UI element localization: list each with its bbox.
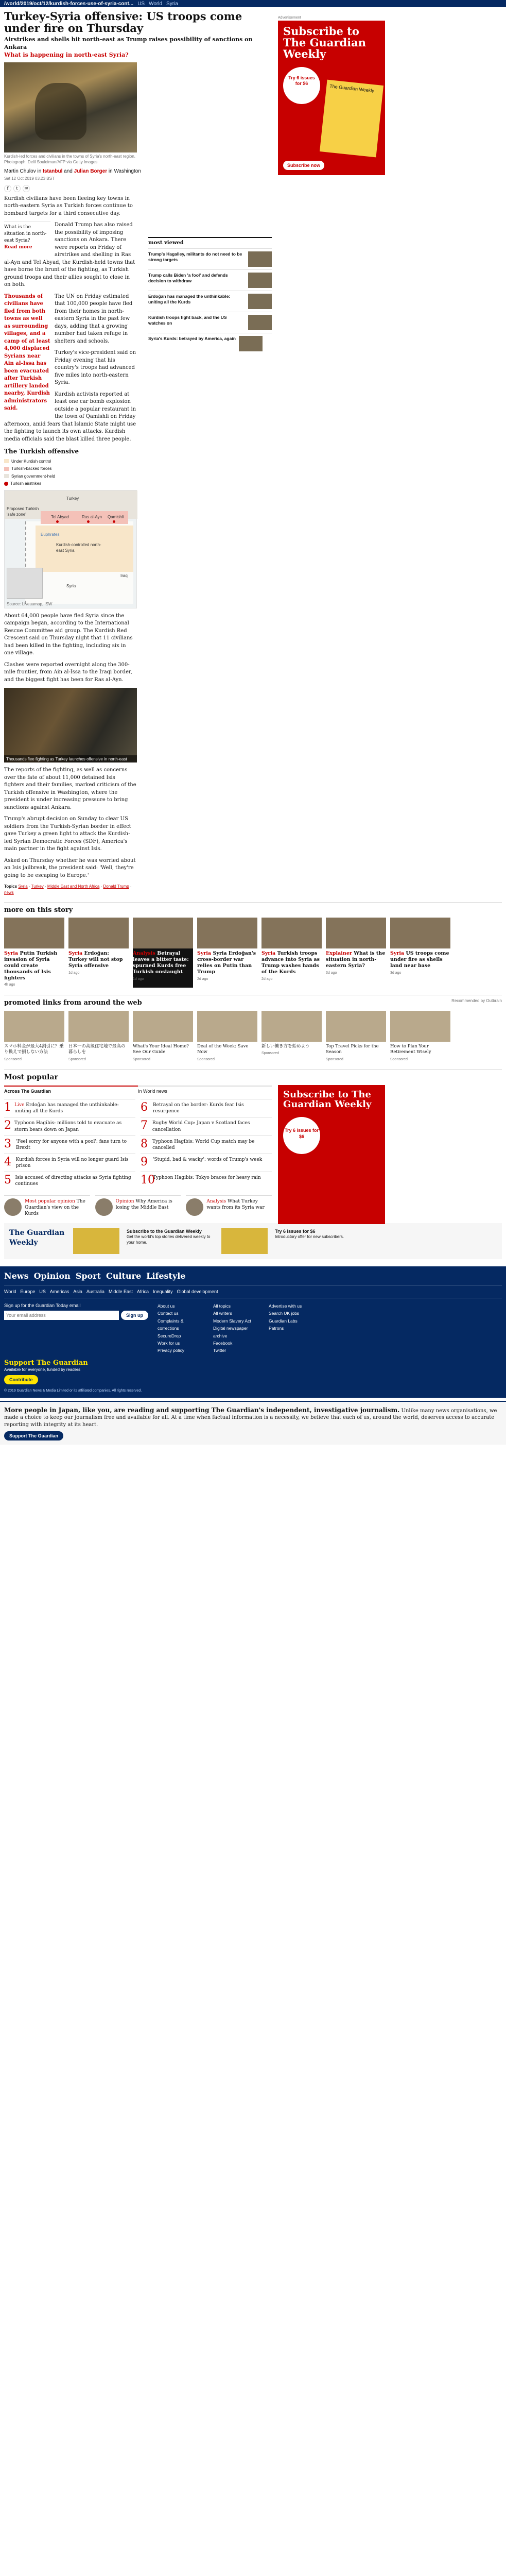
card-image bbox=[68, 1011, 129, 1042]
promoted-card[interactable] bbox=[390, 1011, 450, 1062]
item-kicker: Live bbox=[14, 1103, 25, 1108]
most-viewed-item[interactable] bbox=[148, 312, 272, 333]
item-kicker: Analysis bbox=[206, 1198, 226, 1204]
byline-author[interactable]: Julian Borger bbox=[74, 168, 108, 175]
item-title: The Guardian's view on the Kurds bbox=[25, 1198, 85, 1216]
more-on-title: more on this story bbox=[4, 906, 73, 914]
footer-nav-news[interactable]: News bbox=[4, 1271, 29, 1281]
promo-image bbox=[73, 1228, 119, 1254]
edition-link[interactable]: Asia bbox=[73, 1289, 82, 1294]
paragraph: Donald Trump has also raised the possibility of imposing sanctions on Ankara. There were reports on Friday of airstrikes and shelling in Ras al-Ayn and Tel Abyad, the Kurdish-held towns that have borne the brunt of the fighting, as Turkish ground troops and their allies sought to close in on both. bbox=[4, 222, 135, 288]
item-title: Erdoğan has managed the unthinkable: uniting all the Kurds bbox=[14, 1103, 119, 1114]
map-label: Iraq bbox=[120, 573, 128, 578]
promo-item[interactable] bbox=[275, 1228, 362, 1254]
most-popular-item[interactable] bbox=[4, 1136, 135, 1154]
legend-label: Turkish-backed forces bbox=[11, 466, 52, 471]
edition-link[interactable]: Americas bbox=[49, 1289, 69, 1294]
offensive-map bbox=[4, 490, 137, 608]
aside-link[interactable]: Read more bbox=[4, 245, 32, 250]
card-title: Putin Turkish invasion of Syria could create thousands of Isis fighters bbox=[4, 951, 58, 981]
right-column bbox=[148, 10, 272, 354]
footer-col bbox=[269, 1302, 315, 1354]
item-title: Why America is losing the Middle East bbox=[115, 1198, 172, 1210]
footer-main bbox=[4, 1298, 502, 1354]
item-title: 'Feel sorry for anyone with a pool': fans turn to Brexit bbox=[16, 1139, 127, 1150]
hero-image bbox=[4, 62, 137, 152]
promoted-cards bbox=[4, 1011, 502, 1062]
legend-item bbox=[4, 481, 137, 487]
promo-text: Get the world's top stories delivered weekly to your home. bbox=[127, 1234, 211, 1245]
map-label: Kurdish-controlled north-east Syria bbox=[56, 542, 101, 553]
promoted-card[interactable] bbox=[68, 1011, 129, 1062]
edition-link[interactable]: US bbox=[39, 1289, 46, 1294]
card-image bbox=[4, 918, 64, 948]
map-label: Ras al-Ayn bbox=[82, 514, 102, 519]
more-on-this-story bbox=[0, 902, 506, 1259]
card-time: 3d ago bbox=[326, 971, 337, 975]
paragraph: The UN on Friday estimated that 100,000 people have fled from their homes in north-eastern Syria in the past few days, adding that a growing number had taken refuge in shelters and schools. bbox=[55, 293, 133, 344]
card-image bbox=[261, 1011, 322, 1042]
opinion-item[interactable] bbox=[186, 1195, 272, 1217]
card-image bbox=[197, 1011, 257, 1042]
footer-nav-lifestyle[interactable]: Lifestyle bbox=[146, 1271, 186, 1281]
article-body bbox=[4, 195, 137, 896]
card-kicker: Syria bbox=[197, 951, 212, 957]
card-image bbox=[4, 1011, 64, 1042]
most-popular-item[interactable] bbox=[4, 1099, 135, 1117]
story-card[interactable] bbox=[68, 918, 129, 988]
footer-link[interactable]: Work for us bbox=[158, 1340, 180, 1346]
avatar bbox=[4, 1198, 22, 1216]
opinion-row bbox=[4, 1195, 272, 1217]
card-image bbox=[133, 918, 193, 948]
banner-text: Unlike many news organisations, we made a choice to keep our journalism free and available for all. At a time when factual information is a necessity, we believe that each of us, around the world, deserves access to accurate reporting with integrity at its heart. bbox=[4, 1408, 497, 1428]
most-viewed-text: Erdoğan has managed the unthinkable: uniting all the Kurds bbox=[148, 293, 231, 304]
subscribe-ad[interactable] bbox=[278, 16, 385, 175]
promoted-links bbox=[4, 995, 502, 1062]
airstrike-marker bbox=[87, 520, 90, 523]
card-kicker: Syria bbox=[390, 951, 405, 957]
avatar bbox=[186, 1198, 203, 1216]
most-viewed-item[interactable] bbox=[148, 333, 272, 354]
promoted-card[interactable] bbox=[261, 1011, 322, 1062]
item-title: 'Stupid, bad & wacky': words of Trump's week bbox=[153, 1157, 263, 1163]
twitter-icon[interactable]: t bbox=[13, 185, 21, 192]
most-popular-item[interactable] bbox=[141, 1154, 272, 1172]
story-card[interactable] bbox=[4, 918, 64, 988]
map-label: Proposed Turkish 'safe zone' bbox=[7, 506, 39, 517]
thumbnail bbox=[248, 315, 272, 330]
footer-nav bbox=[4, 1270, 502, 1285]
footer-link[interactable]: Guardian Labs bbox=[269, 1318, 298, 1324]
card-title: Top Travel Picks for the Season bbox=[326, 1043, 379, 1055]
footer-link[interactable]: Modern Slavery Act bbox=[213, 1318, 251, 1324]
byline-and: and bbox=[64, 168, 73, 175]
most-popular-item[interactable] bbox=[141, 1099, 272, 1117]
promoted-title: promoted links from around the web bbox=[4, 999, 142, 1007]
thumbnail bbox=[248, 273, 272, 288]
byline-city[interactable]: Istanbul bbox=[43, 168, 63, 175]
footer-link[interactable]: Contact us bbox=[158, 1311, 179, 1316]
footer-link[interactable]: Search UK jobs bbox=[269, 1311, 300, 1316]
most-popular bbox=[4, 1069, 502, 1217]
hero-caption: Kurdish-led forces and civilians in the towns of Syria's north-east region. Photograph: Delil Souleiman/AFP via Getty Images bbox=[4, 154, 135, 164]
most-viewed-item[interactable] bbox=[148, 269, 272, 291]
rank-number: 6 bbox=[141, 1101, 148, 1114]
rank-number: 3 bbox=[4, 1137, 11, 1150]
airstrike-marker bbox=[113, 520, 115, 523]
standfirst-link[interactable]: What is happening in north-east Syria? bbox=[4, 51, 129, 58]
edition-link[interactable]: Africa bbox=[136, 1289, 149, 1294]
legend-swatch bbox=[4, 467, 9, 471]
legend-label: Turkish airstrikes bbox=[10, 481, 42, 486]
promo-item[interactable] bbox=[127, 1228, 214, 1254]
card-source: Sponsored bbox=[68, 1057, 86, 1061]
copyright: © 2019 Guardian News & Media Limited or its affiliated companies. All rights reserved. bbox=[4, 1389, 142, 1393]
story-card[interactable] bbox=[133, 918, 193, 988]
video-player[interactable] bbox=[4, 688, 137, 768]
tab-world-news[interactable]: In World news bbox=[138, 1086, 272, 1096]
card-image bbox=[133, 1011, 193, 1042]
card-source: Sponsored bbox=[197, 1057, 215, 1061]
paragraph: Turkey's vice-president said on Friday evening that his country's troops had advanced five miles into north-eastern Syria. bbox=[55, 350, 136, 386]
footer-nav-opinion[interactable]: Opinion bbox=[33, 1271, 71, 1281]
item-title: Rugby World Cup: Japan v Scotland faces cancellation bbox=[152, 1121, 250, 1132]
tag-link[interactable]: Syria bbox=[18, 884, 28, 889]
opinion-item[interactable] bbox=[4, 1195, 90, 1217]
edition-link[interactable]: World bbox=[4, 1289, 16, 1294]
item-title: Typhoon Hagibis: millions told to evacuate as storm bears down on Japan bbox=[14, 1121, 122, 1132]
thumbnail bbox=[248, 251, 272, 267]
card-kicker: Syria bbox=[4, 951, 19, 957]
support-banner bbox=[0, 1401, 506, 1445]
email-input[interactable] bbox=[4, 1311, 119, 1320]
card-time: 3d ago bbox=[390, 971, 402, 975]
aside-title: What is the situation in north-east Syria? bbox=[4, 225, 47, 244]
guardian-weekly-logo: The Guardian Weekly bbox=[9, 1229, 65, 1247]
map-label: Tel Abyad bbox=[51, 514, 69, 519]
footer-nav-culture[interactable]: Culture bbox=[106, 1271, 142, 1281]
most-popular-item[interactable] bbox=[4, 1117, 135, 1135]
rank-number: 7 bbox=[141, 1119, 148, 1132]
legend-item bbox=[4, 459, 137, 465]
footer-link[interactable]: All topics bbox=[213, 1303, 231, 1309]
promo-text: Introductory offer for new subscribers. bbox=[275, 1234, 344, 1240]
item-title: Isis accused of directing attacks as Syria fighting continues bbox=[15, 1175, 131, 1187]
email-signup bbox=[4, 1302, 148, 1354]
paragraph: The reports of the fighting, as well as concerns over the fate of about 11,000 detained Isis fighters and their families, marked criticism of the Turkish offensive in Washington, where the president is under increasing pressure to bring sanctions against Ankara. bbox=[4, 767, 136, 810]
support-subtitle: Available for everyone, funded by readers bbox=[4, 1367, 80, 1372]
promo-title: Try 6 issues for $6 bbox=[275, 1229, 316, 1234]
legend-swatch bbox=[4, 474, 9, 478]
most-popular-item[interactable] bbox=[141, 1172, 272, 1190]
opinion-item[interactable] bbox=[95, 1195, 181, 1217]
rank-number: 8 bbox=[141, 1137, 148, 1150]
crumb[interactable]: World bbox=[149, 1, 163, 7]
email-icon[interactable]: ✉ bbox=[23, 185, 30, 192]
most-popular-tabs bbox=[4, 1086, 272, 1096]
edition-link[interactable]: Middle East bbox=[108, 1289, 133, 1294]
topics-label: Topics bbox=[4, 884, 18, 889]
card-kicker: Explainer bbox=[326, 951, 352, 957]
crumb[interactable]: Syria bbox=[166, 1, 178, 7]
ad-cta-button[interactable]: Subscribe now bbox=[283, 161, 324, 170]
ad-headline: Subscribe to The Guardian Weekly bbox=[283, 25, 366, 61]
map-inset bbox=[7, 568, 43, 599]
footer-link[interactable]: All writers bbox=[213, 1311, 232, 1316]
paragraph: About 64,000 people have fled Syria since the campaign began, according to the International Rescue Committee aid group. The Kurdish Red Crescent said on Thursday night that 11 civilians had been killed in the fighting, including six in one village. bbox=[4, 613, 133, 656]
map-label: Turkey bbox=[66, 496, 79, 501]
most-viewed-item[interactable] bbox=[148, 248, 272, 269]
tag-link[interactable]: news bbox=[4, 890, 14, 895]
promo-title: Subscribe to the Guardian Weekly bbox=[127, 1229, 202, 1234]
card-kicker: Syria bbox=[261, 951, 276, 957]
most-popular-list bbox=[4, 1099, 272, 1190]
card-title: 日本一の高級住宅地で最高の暮らしを bbox=[68, 1043, 126, 1055]
most-viewed-text: Trump's Hagalley, militants do not need to be strong targets bbox=[148, 251, 242, 262]
top-bar bbox=[0, 0, 506, 7]
legend-swatch bbox=[4, 482, 8, 486]
promoted-card[interactable] bbox=[133, 1011, 193, 1062]
story-card[interactable] bbox=[390, 918, 450, 988]
paragraph: Trump's abrupt decision on Sunday to clear US soldiers from the Turkish-Syrian border in effect gave Turkey a green light to attack the Kurdish-led Syrian Democratic Forces (SDF), America's main partner in the fight against Isis. bbox=[4, 816, 131, 852]
aside-box[interactable] bbox=[4, 222, 50, 251]
footer-link[interactable]: SecureDrop bbox=[158, 1333, 181, 1338]
footer-link[interactable]: About us bbox=[158, 1303, 175, 1309]
ad-column bbox=[278, 16, 385, 175]
card-source: Sponsored bbox=[390, 1057, 408, 1061]
story-card[interactable] bbox=[197, 918, 257, 988]
most-viewed-text: Trump calls Biden 'a fool' and defends decision to withdraw bbox=[148, 272, 228, 283]
legend-item bbox=[4, 466, 137, 472]
url-path: /world/2019/oct/12/kurdish-forces-use-of-syria-cont... bbox=[4, 1, 134, 7]
legend-item bbox=[4, 473, 137, 480]
story-card[interactable] bbox=[326, 918, 386, 988]
map-label: Euphrates bbox=[41, 532, 60, 537]
paragraph: Kurdish civilians have been fleeing key towns in north-eastern Syria as Turkish forces continue to bombard targets for a third consecutive day. bbox=[4, 195, 133, 216]
card-title: What is the situation in north-eastern Syria? bbox=[326, 951, 386, 969]
legend-label: Syrian government-held bbox=[11, 473, 55, 479]
map-source: Source: Liveuamap, ISW bbox=[7, 601, 53, 606]
story-cards bbox=[4, 918, 502, 988]
dateline: Sat 12 Oct 2019 03.23 BST bbox=[4, 176, 55, 181]
item-title: Typhoon Hagibis: World Cup match may be cancelled bbox=[152, 1139, 255, 1150]
most-viewed-title: most viewed bbox=[148, 240, 184, 246]
outbrain-label[interactable]: Recommended by Outbrain bbox=[451, 998, 502, 1004]
edition-link[interactable]: Inequality bbox=[152, 1289, 173, 1294]
card-time: 4h ago bbox=[4, 983, 15, 987]
item-title: Kurdish forces in Syria will no longer guard Isis prison bbox=[15, 1157, 129, 1169]
map-label: Syria bbox=[66, 583, 76, 588]
footer-link[interactable]: Advertise with us bbox=[269, 1303, 302, 1309]
rank-number: 4 bbox=[4, 1156, 11, 1169]
footer-link[interactable]: Patrons bbox=[269, 1326, 284, 1331]
card-image bbox=[390, 1011, 450, 1042]
card-title: Deal of the Week: Save Now bbox=[197, 1043, 249, 1055]
section-heading: The Turkish offensive bbox=[4, 448, 79, 455]
footer-link[interactable]: Facebook bbox=[213, 1340, 233, 1346]
contribute-button[interactable]: Contribute bbox=[4, 1375, 38, 1384]
most-popular-item[interactable] bbox=[4, 1172, 135, 1190]
item-kicker: Most popular opinion bbox=[25, 1198, 75, 1204]
card-title: Syria Erdoğan's cross-border war relies on Putin than Trump bbox=[197, 951, 256, 975]
promoted-card[interactable] bbox=[4, 1011, 64, 1062]
most-popular-title: Most popular bbox=[4, 1073, 58, 1082]
footer-nav-sport[interactable]: Sport bbox=[75, 1271, 101, 1281]
most-popular-item[interactable] bbox=[141, 1136, 272, 1154]
signup-button[interactable]: Sign up bbox=[121, 1311, 148, 1320]
guardian-weekly-promo bbox=[4, 1223, 502, 1259]
card-image bbox=[326, 1011, 386, 1042]
rank-number: 10 bbox=[141, 1174, 155, 1187]
card-title: US troops come under fire as shells land near base bbox=[390, 951, 449, 969]
support-title: Support The Guardian bbox=[4, 1359, 88, 1367]
most-popular-item[interactable] bbox=[141, 1117, 272, 1135]
support-block bbox=[4, 1359, 502, 1384]
card-image bbox=[68, 918, 129, 948]
ad-offer: Try 6 issues for $6 bbox=[283, 67, 320, 104]
footer-link[interactable]: Digital newspaper archive bbox=[213, 1326, 248, 1338]
headline: Turkey-Syria offensive: US troops come under fire on Thursday bbox=[4, 10, 242, 35]
crumb[interactable]: US bbox=[137, 1, 145, 7]
card-image bbox=[261, 918, 322, 948]
promo-image bbox=[221, 1228, 268, 1254]
card-title: What's Your Ideal Home? See Our Guide bbox=[133, 1043, 189, 1055]
card-source: Sponsored bbox=[133, 1057, 150, 1061]
promoted-card[interactable] bbox=[326, 1011, 386, 1062]
ad-label: Advertisement bbox=[278, 16, 301, 20]
subscribe-ad-bottom[interactable] bbox=[278, 1085, 385, 1224]
card-kicker: Syria bbox=[68, 951, 83, 957]
edition-links bbox=[4, 1285, 502, 1298]
item-title: Typhoon Hagibis: Tokyo braces for heavy rain bbox=[153, 1175, 261, 1181]
video-caption: Thousands flee fighting as Turkey launches offensive in north-east Syria – video bbox=[4, 755, 137, 762]
card-time: 2d ago bbox=[197, 977, 208, 981]
tag-link[interactable]: Turkey bbox=[31, 884, 44, 889]
footer-col bbox=[158, 1302, 204, 1354]
rank-number: 9 bbox=[141, 1156, 148, 1169]
rank-number: 5 bbox=[4, 1174, 11, 1187]
pullquote: Thousands of civilians have fled from both towns as well as surrounding villages, and a camp of at least 4,000 displaced Syrians near Ain al-Issa has been evacuated after Turkish artillery landed nearby, Kurdish administrators said. bbox=[4, 293, 50, 412]
card-time: 1d ago bbox=[68, 971, 80, 975]
map-legend bbox=[4, 459, 137, 487]
thumbnail bbox=[248, 294, 272, 309]
edition-link[interactable]: Europe bbox=[20, 1289, 36, 1294]
item-kicker: Opinion bbox=[115, 1198, 134, 1204]
airstrike-marker bbox=[56, 520, 59, 523]
rank-number: 2 bbox=[4, 1119, 11, 1132]
rank-number: 1 bbox=[4, 1101, 11, 1114]
card-source: Sponsored bbox=[326, 1057, 343, 1061]
footer-col bbox=[213, 1302, 259, 1354]
most-viewed-item[interactable] bbox=[148, 291, 272, 312]
edition-link[interactable]: Australia bbox=[86, 1289, 104, 1294]
card-image bbox=[326, 918, 386, 948]
paragraph: Clashes were reported overnight along the 300-mile frontier, from Ain al-Issa to the Iraqi border, and the biggest fight has been for Ras al-Ayn. bbox=[4, 662, 132, 683]
card-image bbox=[197, 918, 257, 948]
legend-label: Under Kurdish control bbox=[11, 459, 51, 464]
card-kicker: Analysis bbox=[133, 951, 155, 957]
signup-label: Sign up for the Guardian Today email bbox=[4, 1302, 81, 1308]
card-title: Betrayal leaves a bitter taste: spurned Kurds free Turkish onslaught bbox=[133, 951, 189, 975]
thumbnail bbox=[239, 336, 263, 351]
most-viewed-text: Syria's Kurds: betrayed by America, again bbox=[148, 335, 236, 341]
item-title: What Turkey wants from its Syria war bbox=[206, 1198, 265, 1210]
card-time: 2d ago bbox=[261, 977, 273, 981]
tab-across-guardian[interactable]: Across The Guardian bbox=[4, 1086, 138, 1096]
paragraph: Kurdish activists reported at least one car bomb explosion outside a popular restaurant in the town of Qamishli on Friday afternoon, amid fears that Islamic State might use the fighting to launch its own attacks. Kurdish media officials said the blast killed three people. bbox=[4, 391, 136, 442]
article bbox=[4, 10, 272, 896]
story-card[interactable] bbox=[261, 918, 322, 988]
most-popular-item[interactable] bbox=[4, 1154, 135, 1172]
card-title: スマホ料金が最大4割引に？乗り換えで損しない方法 bbox=[4, 1043, 64, 1055]
byline-prefix: Martin Chulov in bbox=[4, 168, 42, 175]
ad-offer: Try 6 issues for $6 bbox=[283, 1117, 320, 1154]
byline-city2: in Washington bbox=[108, 168, 141, 175]
card-title: Turkish troops advance into Syria as Trump washes hands of the Kurds bbox=[261, 951, 320, 975]
banner-lead: More people in Japan, like you, are reading and supporting The Guardian's independent, investigative journalism. bbox=[4, 1406, 400, 1414]
ad-magazine: The Guardian Weekly bbox=[320, 80, 383, 158]
topics: Topics Syria · Turkey · Middle East and North Africa · Donald Trump · news bbox=[4, 884, 132, 895]
footer-link[interactable]: Complaints & corrections bbox=[158, 1318, 184, 1331]
most-viewed bbox=[148, 237, 272, 354]
card-title: Erdoğan: Turkey will not stop Syria offensive bbox=[68, 951, 123, 969]
legend-swatch bbox=[4, 459, 9, 463]
banner-support-button[interactable]: Support The Guardian bbox=[4, 1431, 63, 1440]
card-time: 1d ago bbox=[133, 977, 144, 981]
ad-headline: Subscribe to The Guardian Weekly bbox=[283, 1089, 372, 1110]
facebook-icon[interactable]: f bbox=[4, 185, 11, 192]
tag-link[interactable]: Donald Trump bbox=[103, 884, 129, 889]
item-title: Betrayal on the border: Kurds fear Isis resurgence bbox=[153, 1103, 244, 1114]
avatar bbox=[95, 1198, 113, 1216]
card-source: Sponsored bbox=[261, 1052, 279, 1056]
paragraph: Asked on Thursday whether he was worried about an Isis jailbreak, the president said: 'Well, they're going to be escaping to Europe.' bbox=[4, 857, 136, 878]
promoted-card[interactable] bbox=[197, 1011, 257, 1062]
most-viewed-text: Kurdish troops fight back, and the US watches on bbox=[148, 314, 227, 326]
map-label: Qamishli bbox=[108, 514, 124, 519]
card-source: Sponsored bbox=[4, 1057, 22, 1061]
footer-link[interactable]: Twitter bbox=[213, 1348, 226, 1353]
card-title: 新しい働き方を始めよう bbox=[261, 1043, 310, 1049]
standfirst-text: Airstrikes and shells hit north-east as Trump raises possibility of sanctions on Ankara bbox=[4, 36, 253, 51]
edition-link[interactable]: Global development bbox=[177, 1289, 218, 1294]
tag-link[interactable]: Middle East and North Africa bbox=[47, 884, 100, 889]
card-image bbox=[390, 918, 450, 948]
footer bbox=[0, 1266, 506, 1398]
card-title: How to Plan Your Retirement Wisely bbox=[390, 1043, 431, 1055]
footer-link[interactable]: Privacy policy bbox=[158, 1348, 184, 1353]
